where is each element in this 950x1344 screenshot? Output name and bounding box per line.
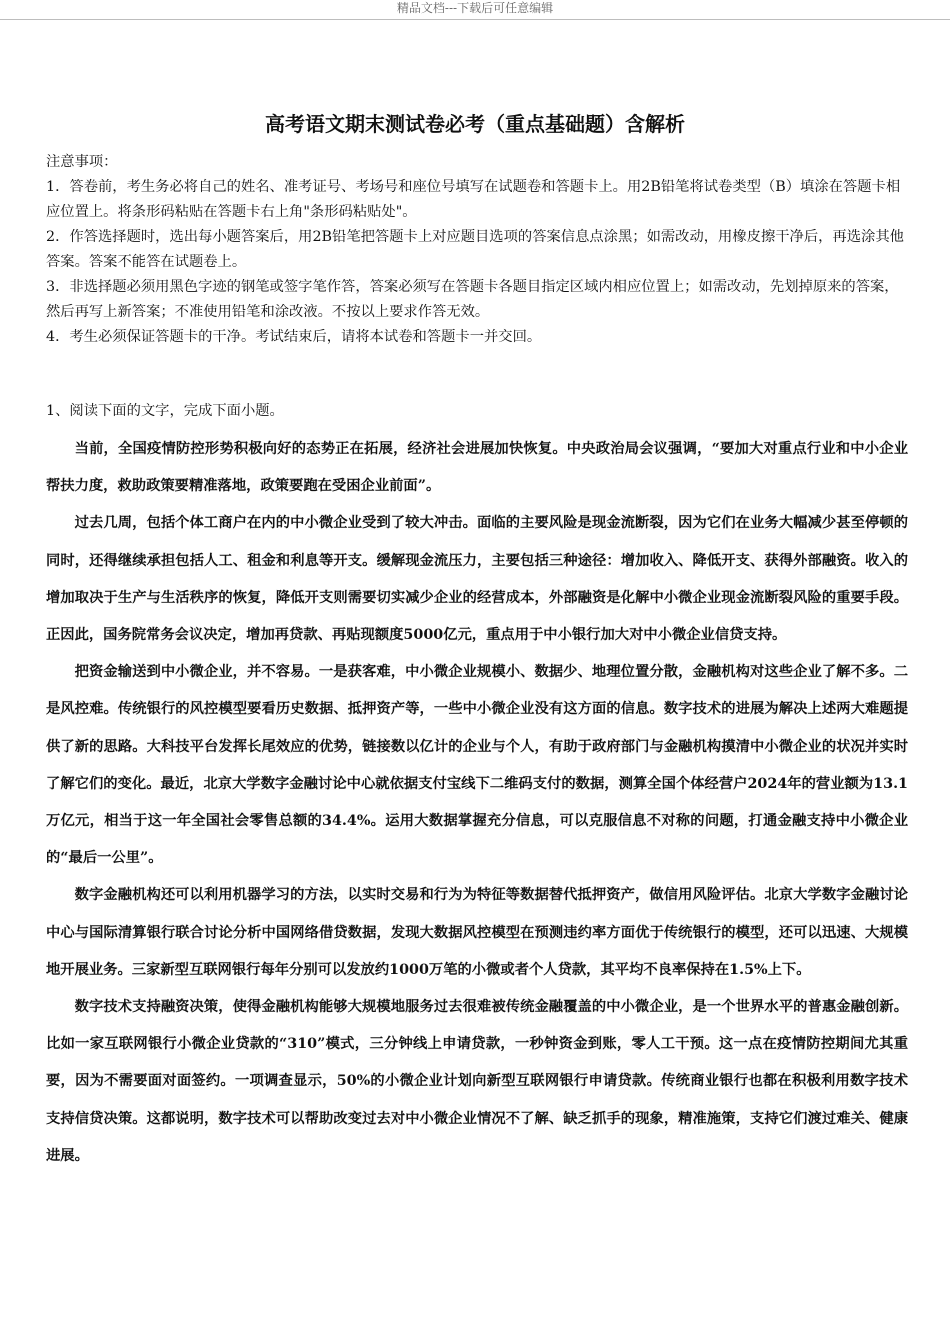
notice-section (46, 150, 906, 350)
page-title: 高考语文期末测试卷必考（重点基础题）含解析 (265, 112, 685, 136)
notice-item-1: 1．答卷前，考生务必将自己的姓名、准考证号、考场号和座位号填写在试题卷和答题卡上。用2B铅笔将试卷类型（B）填涂在答题卡相应位置上。将条形码粘贴在答题卡右上角"条形码粘贴处"。 (46, 179, 901, 220)
header-divider (0, 19, 950, 20)
passage-paragraph-3: 把资金输送到中小微企业，并不容易。一是获客难，中小微企业规模小、数据少、地理位置分散，金融机构对这些企业了解不多。二是风控难。传统银行的风控模型要看历史数据、抵押资产等，一些中小微企业没有这方面的信息。数字技术的进展为解决上述两大难题提供了新的思路。大科技平台发挥长尾效应的优势，链接数以亿计的企业与个人，有助于政府部门与金融机构摸清中小微企业的状况并实时了解它们的变化。最近，北京大学数字金融讨论中心就依据支付宝线下二维码支付的数据，测算全国个体经营户2024年的营业额为13.1万亿元，相当于这一年全国社会零售总额的34.4%。运用大数据掌握充分信息，可以克服信息不对称的问题，打通金融支持中小微企业的“最后一公里”。 (46, 664, 908, 867)
question-prompt: 1、阅读下面的文字，完成下面小题。 (46, 403, 284, 419)
notice-item-3: 3．非选择题必须用黑色字迹的钢笔或签字笔作答，答案必须写在答题卡各题目指定区域内相应位置上；如需改动，先划掉原来的答案，然后再写上新答案；不准使用铅笔和涂改液。不按以上要求作答无效。 (46, 279, 899, 320)
notice-item-4: 4．考生必须保证答题卡的干净。考试结束后，请将本试卷和答题卡一并交回。 (46, 329, 542, 345)
passage-paragraph-1: 当前，全国疫情防控形势积极向好的态势正在拓展，经济社会进展加快恢复。中央政治局会议强调，“要加大对重点行业和中小企业帮扶力度，救助政策要精准落地，政策要跑在受困企业前面”。 (46, 441, 908, 495)
passage-paragraph-4: 数字金融机构还可以利用机器学习的方法，以实时交易和行为为特征等数据替代抵押资产，做信用风险评估。北京大学数字金融讨论中心与国际清算银行联合讨论分析中国网络借贷数据，发现大数据风控模型在预测违约率方面优于传统银行的模型，还可以迅速、大规模地开展业务。三家新型互联网银行每年分别可以发放约1000万笔的小微或者个人贷款，其平均不良率保持在1.5%上下。 (46, 887, 908, 978)
notice-item-2: 2．作答选择题时，选出每小题答案后，用2B铅笔把答题卡上对应题目选项的答案信息点涂黑；如需改动，用橡皮擦干净后，再选涂其他答案。答案不能答在试题卷上。 (46, 229, 904, 270)
notice-heading: 注意事项： (46, 154, 118, 170)
passage-paragraph-2: 过去几周，包括个体工商户在内的中小微企业受到了较大冲击。面临的主要风险是现金流断裂，因为它们在业务大幅减少甚至停顿的同时，还得继续承担包括人工、租金和利息等开支。缓解现金流压力，主要包括三种途径：增加收入、降低开支、获得外部融资。收入的增加取决于生产与生活秩序的恢复，降低开支则需要切实减少企业的经营成本，外部融资是化解中小微企业现金流断裂风险的重要手段。正因此，国务院常务会议决定，增加再贷款、再贴现额度5000亿元，重点用于中小银行加大对中小微企业信贷支持。 (46, 515, 908, 644)
reading-passage (46, 431, 908, 1175)
page-header-note: 精品文档---下载后可任意编辑 (396, 1, 554, 15)
passage-paragraph-5: 数字技术支持融资决策，使得金融机构能够大规模地服务过去很难被传统金融覆盖的中小微企业，是一个世界水平的普惠金融创新。比如一家互联网银行小微企业贷款的“310”模式，三分钟线上申请贷款，一秒钟资金到账，零人工干预。这一点在疫情防控期间尤其重要，因为不需要面对面签约。一项调查显示，50%的小微企业计划向新型互联网银行申请贷款。传统商业银行也都在积极利用数字技术支持信贷决策。这都说明，数字技术可以帮助改变过去对中小微企业情况不了解、缺乏抓手的现象，精准施策，支持它们渡过难关、健康进展。 (46, 999, 908, 1164)
